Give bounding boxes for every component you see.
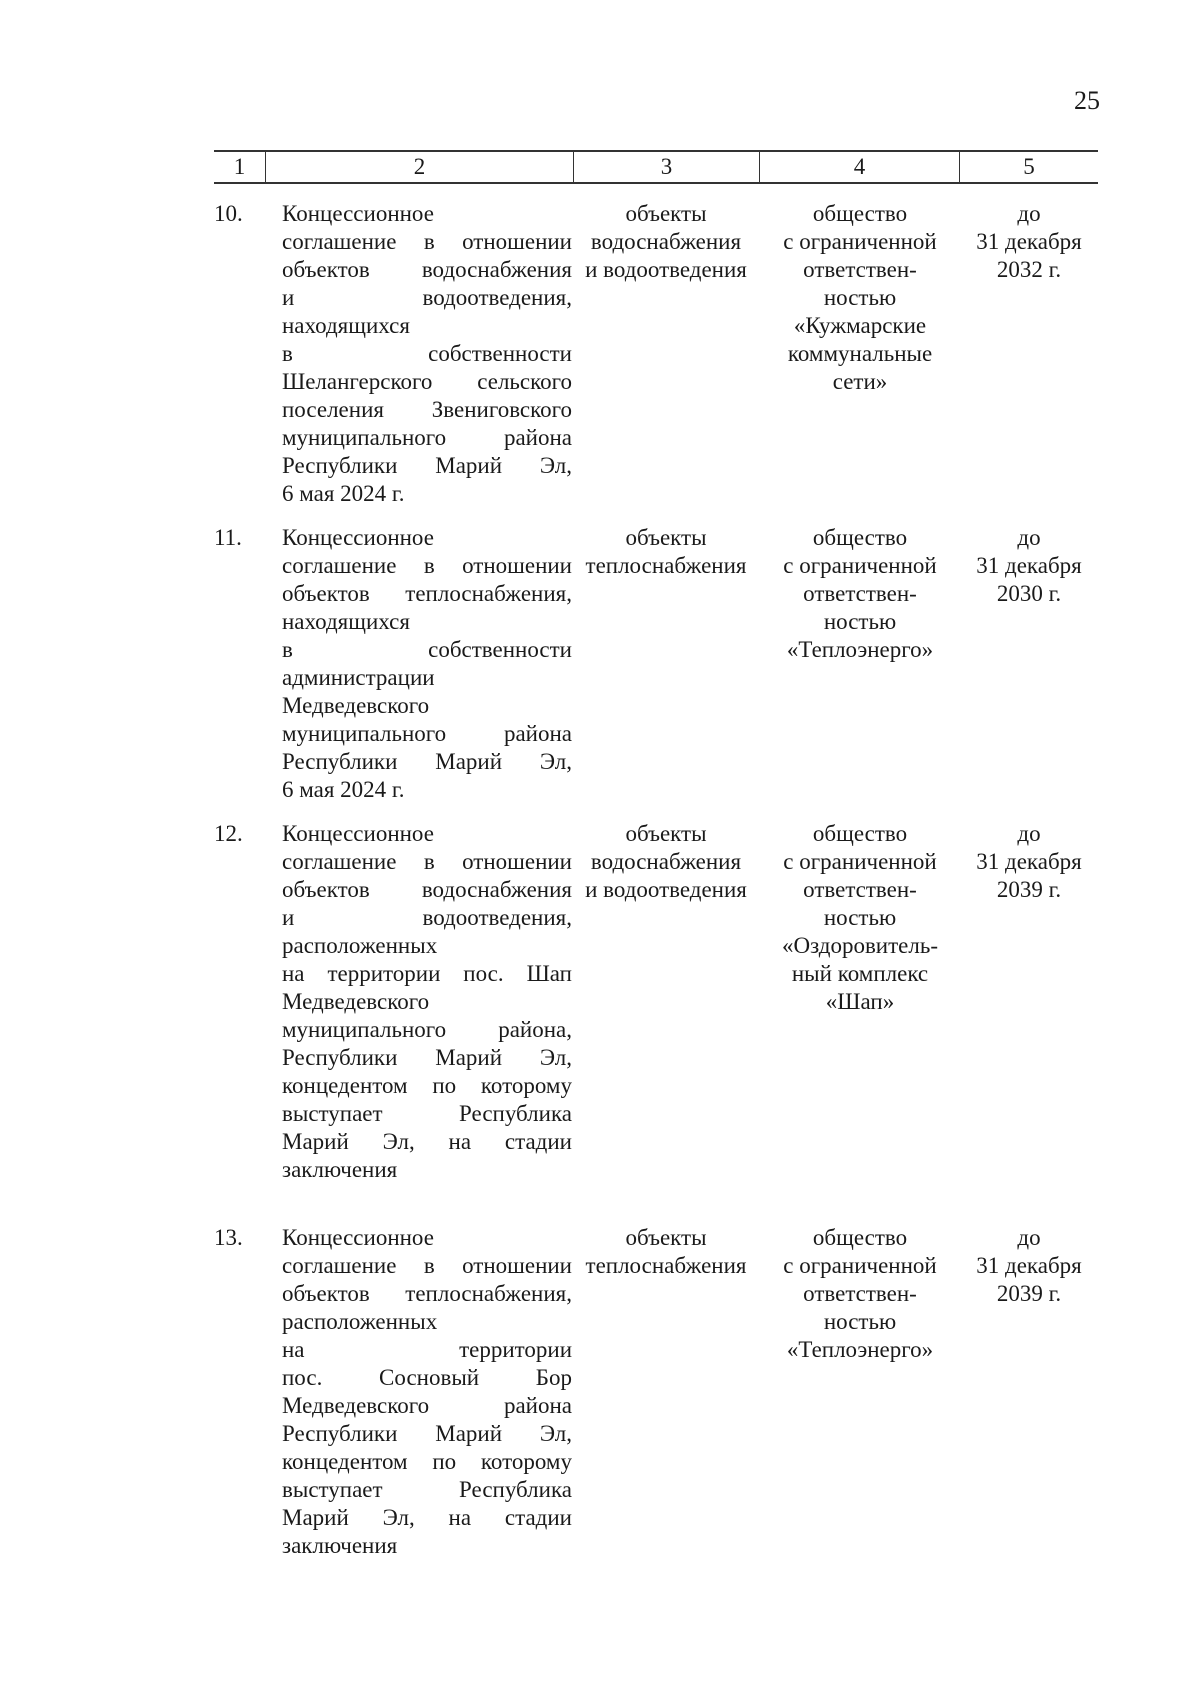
description-line: заключения (282, 1533, 398, 1558)
concessionaire-line: с ограниченной (783, 229, 937, 254)
description-line: выступает Республика (282, 1101, 572, 1126)
row-number: 11. (214, 525, 242, 550)
description-line: концедентом по которому (282, 1449, 572, 1474)
description-line: на территории (282, 1337, 572, 1362)
term-date-line: до (1017, 525, 1041, 550)
object-type-line: объекты (625, 821, 707, 846)
term-date-line: до (1017, 201, 1041, 226)
description-line: и водоотведения, (282, 285, 572, 310)
concessionaire-line: ответствен- (803, 1281, 917, 1306)
description-line: Республики Марий Эл, (282, 1045, 572, 1070)
concessionaire-line: с ограниченной (783, 553, 937, 578)
table-body (214, 200, 1098, 1560)
header-col-4: 4 (760, 152, 960, 182)
concessionaire (760, 524, 960, 804)
object-type-line: водоснабжения (590, 229, 742, 254)
row-number: 12. (214, 821, 243, 846)
concessionaire-line: ный комплекс (791, 961, 929, 986)
concessionaire-line: ответствен- (803, 257, 917, 282)
concessionaire-line: общество (812, 525, 908, 550)
concessionaire-line: коммунальные (787, 341, 933, 366)
concessionaire-line: «Шап» (825, 989, 895, 1014)
description-line: соглашение в отношении (282, 229, 572, 254)
term-date-line: 31 декабря (976, 553, 1082, 578)
row-number: 13. (214, 1225, 243, 1250)
description-line: Концессионное (282, 1225, 434, 1250)
header-col-1: 1 (214, 152, 266, 182)
description-line: на территории пос. Шап (282, 961, 572, 986)
description-line: соглашение в отношении (282, 1253, 572, 1278)
concessionaire-line: ностью (823, 1309, 897, 1334)
concessionaire-line: ответствен- (803, 877, 917, 902)
term-date (960, 524, 1098, 804)
description-line: 6 мая 2024 г. (282, 481, 405, 506)
description-line: Концессионное (282, 525, 434, 550)
term-date-line: 31 декабря (976, 1253, 1082, 1278)
description-line: расположенных (282, 933, 438, 958)
concessionaire (760, 1224, 960, 1560)
concessionaire-line: общество (812, 201, 908, 226)
object-type-line: объекты (625, 1225, 707, 1250)
concessionaire-line: с ограниченной (783, 1253, 937, 1278)
concessionaire-line: сети» (832, 369, 888, 394)
description-line: поселения Звениговского (282, 397, 572, 422)
header-col-3: 3 (574, 152, 760, 182)
term-date-line: 2030 г. (996, 581, 1062, 606)
description-line: пос. Сосновый Бор (282, 1365, 572, 1390)
concessionaire (760, 200, 960, 508)
table-row (214, 200, 1098, 508)
description-line: соглашение в отношении (282, 553, 572, 578)
concessionaire-line: «Кужмарские (793, 313, 927, 338)
object-type (572, 1224, 760, 1560)
term-date (960, 200, 1098, 508)
description-line: Шелангерского сельского (282, 369, 572, 394)
agreement-description (282, 1224, 572, 1560)
description-line: расположенных (282, 1309, 438, 1334)
description-line: соглашение в отношении (282, 849, 572, 874)
description-line: заключения (282, 1157, 398, 1182)
description-line: Марий Эл, на стадии (282, 1505, 572, 1530)
description-line: 6 мая 2024 г. (282, 777, 405, 802)
header-col-5: 5 (1023, 154, 1035, 179)
table-row (214, 1224, 1098, 1560)
concessionaire-line: общество (812, 821, 908, 846)
concessionaire-line: «Теплоэнерго» (786, 637, 934, 662)
object-type-line: объекты (625, 201, 707, 226)
description-line: Медведевского района (282, 1393, 572, 1418)
description-line: находящихся (282, 313, 410, 338)
table-header (214, 150, 1098, 184)
page-number: 25 (1074, 86, 1100, 115)
agreement-description (282, 200, 572, 508)
table-row (214, 524, 1098, 804)
term-date-line: 31 декабря (976, 849, 1082, 874)
description-line: муниципального района (282, 425, 572, 450)
description-line: муниципального района, (282, 1017, 572, 1042)
object-type (572, 820, 760, 1184)
description-line: и водоотведения, (282, 905, 572, 930)
description-line: объектов теплоснабжения, (282, 1281, 572, 1306)
concessionaire-line: с ограниченной (783, 849, 937, 874)
description-line: Концессионное (282, 821, 434, 846)
description-line: в собственности (282, 637, 572, 662)
term-date (960, 820, 1098, 1184)
table-row (214, 820, 1098, 1184)
concessionaire-line: ностью (823, 285, 897, 310)
description-line: находящихся (282, 609, 410, 634)
row-number: 10. (214, 201, 243, 226)
header-col-2: 2 (266, 152, 574, 182)
concessionaire-line: ответствен- (803, 581, 917, 606)
concessionaire-line: ностью (823, 609, 897, 634)
description-line: Медведевского (282, 693, 430, 718)
term-date-line: 2039 г. (996, 1281, 1062, 1306)
object-type-line: теплоснабжения (585, 553, 747, 578)
description-line: администрации (282, 665, 435, 690)
object-type (572, 200, 760, 508)
description-line: в собственности (282, 341, 572, 366)
description-line: объектов теплоснабжения, (282, 581, 572, 606)
agreement-description (282, 820, 572, 1184)
term-date-line: до (1017, 1225, 1041, 1250)
concessionaire-line: общество (812, 1225, 908, 1250)
object-type-line: объекты (625, 525, 707, 550)
object-type-line: водоснабжения (590, 849, 742, 874)
description-line: объектов водоснабжения (282, 257, 572, 282)
description-line: Республики Марий Эл, (282, 453, 572, 478)
term-date (960, 1224, 1098, 1560)
object-type-line: и водоотведения (585, 257, 747, 282)
concessionaire (760, 820, 960, 1184)
description-line: Республики Марий Эл, (282, 749, 572, 774)
object-type (572, 524, 760, 804)
term-date-line: 2032 г. (996, 257, 1062, 282)
agreement-description (282, 524, 572, 804)
description-line: муниципального района (282, 721, 572, 746)
concessionaire-line: «Теплоэнерго» (786, 1337, 934, 1362)
concessionaire-line: ностью (823, 905, 897, 930)
description-line: Медведевского (282, 989, 430, 1014)
description-line: Республики Марий Эл, (282, 1421, 572, 1446)
object-type-line: теплоснабжения (585, 1253, 747, 1278)
concessionaire-line: «Оздоровитель- (781, 933, 939, 958)
description-line: Марий Эл, на стадии (282, 1129, 572, 1154)
description-line: концедентом по которому (282, 1073, 572, 1098)
description-line: Концессионное (282, 201, 434, 226)
term-date-line: 2039 г. (996, 877, 1062, 902)
description-line: объектов водоснабжения (282, 877, 572, 902)
term-date-line: 31 декабря (976, 229, 1082, 254)
description-line: выступает Республика (282, 1477, 572, 1502)
object-type-line: и водоотведения (585, 877, 747, 902)
term-date-line: до (1017, 821, 1041, 846)
